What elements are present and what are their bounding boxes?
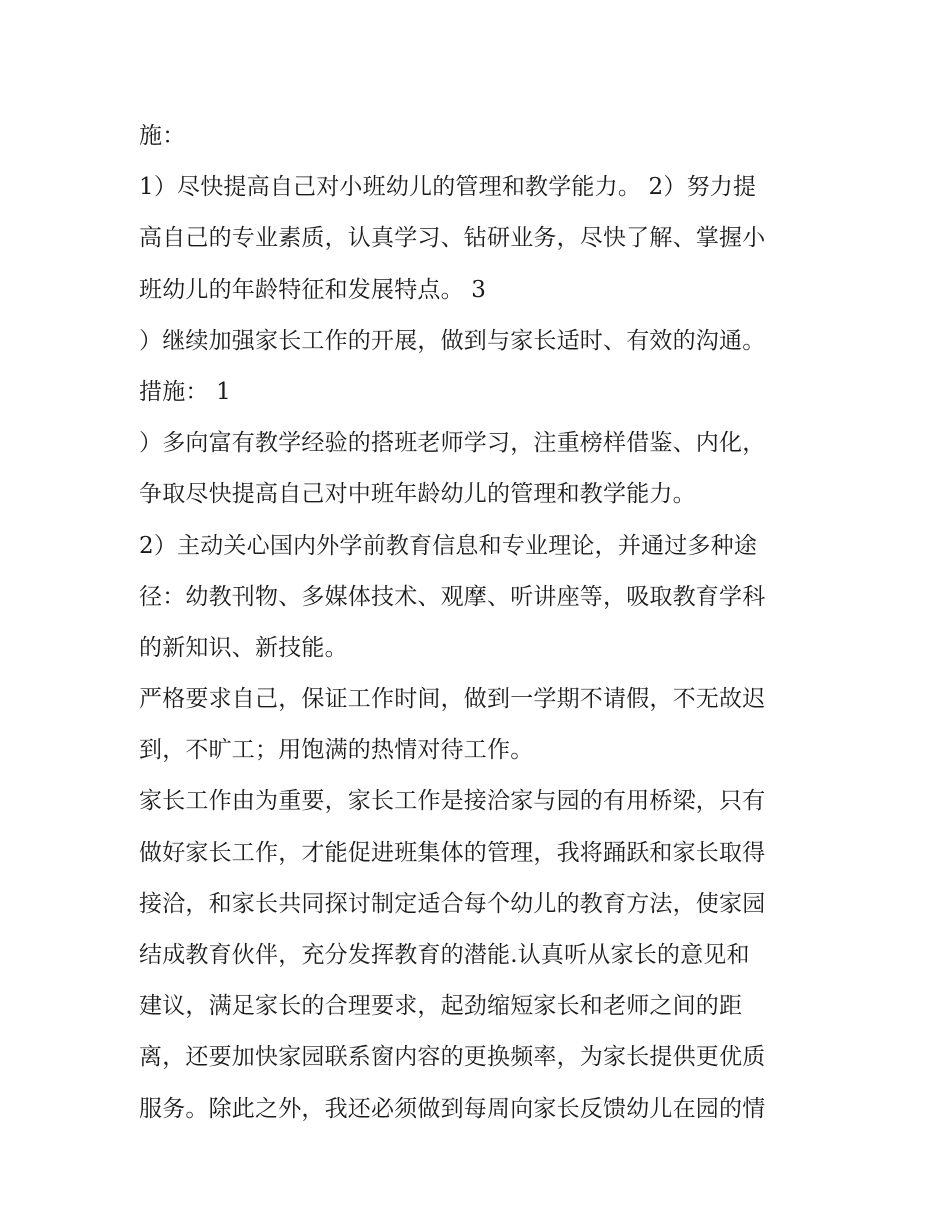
text-line: ）继续加强家长工作的开展，做到与家长适时、有效的沟通。 [139,327,766,354]
text-line: 到，不旷工；用饱满的热情对待工作。 [139,737,534,764]
text-line: 班幼儿的年龄特征和发展特点。 3 [139,276,487,303]
text-line: 争取尽快提高自己对中班年龄幼儿的管理和教学能力。 [139,481,696,508]
text-line: 做好家长工作，才能促进班集体的管理，我将踊跃和家长取得 [139,839,766,866]
text-line: 建议，满足家长的合理要求，起劲缩短家长和老师之间的距 [139,993,743,1020]
text-line: 服务。除此之外，我还必须做到每周向家长反馈幼儿在园的情 [139,1095,766,1122]
text-line: 径：幼教刊物、多媒体技术、观摩、听讲座等，吸取教育学科 [139,583,766,610]
text-line: 家长工作由为重要，家长工作是接洽家与园的有用桥梁，只有 [139,788,766,815]
text-line: 2）主动关心国内外学前教育信息和专业理论，并通过多种途 [139,532,758,559]
text-line: ）多向富有教学经验的搭班老师学习，注重榜样借鉴、内化， [139,430,766,457]
text-line: 高自己的专业素质，认真学习、钻研业务，尽快了解、掌握小 [139,225,766,252]
text-line: 离，还要加快家园联系窗内容的更换频率，为家长提供更优质 [139,1044,766,1071]
text-line: 措施： 1 [139,378,231,405]
text-line: 施： [139,123,186,149]
text-line: 1）尽快提高自己对小班幼儿的管理和教学能力。 2）努力提 [139,174,757,201]
document-body [139,111,819,1135]
text-line: 结成教育伙伴，充分发挥教育的潜能.认真听从家长的意见和 [139,942,750,968]
text-line: 接洽，和家长共同探讨制定适合每个幼儿的教育方法，使家园 [139,890,766,917]
text-line: 严格要求自己，保证工作时间，做到一学期不请假，不无故迟 [139,686,766,713]
text-line: 的新知识、新技能。 [139,634,348,661]
